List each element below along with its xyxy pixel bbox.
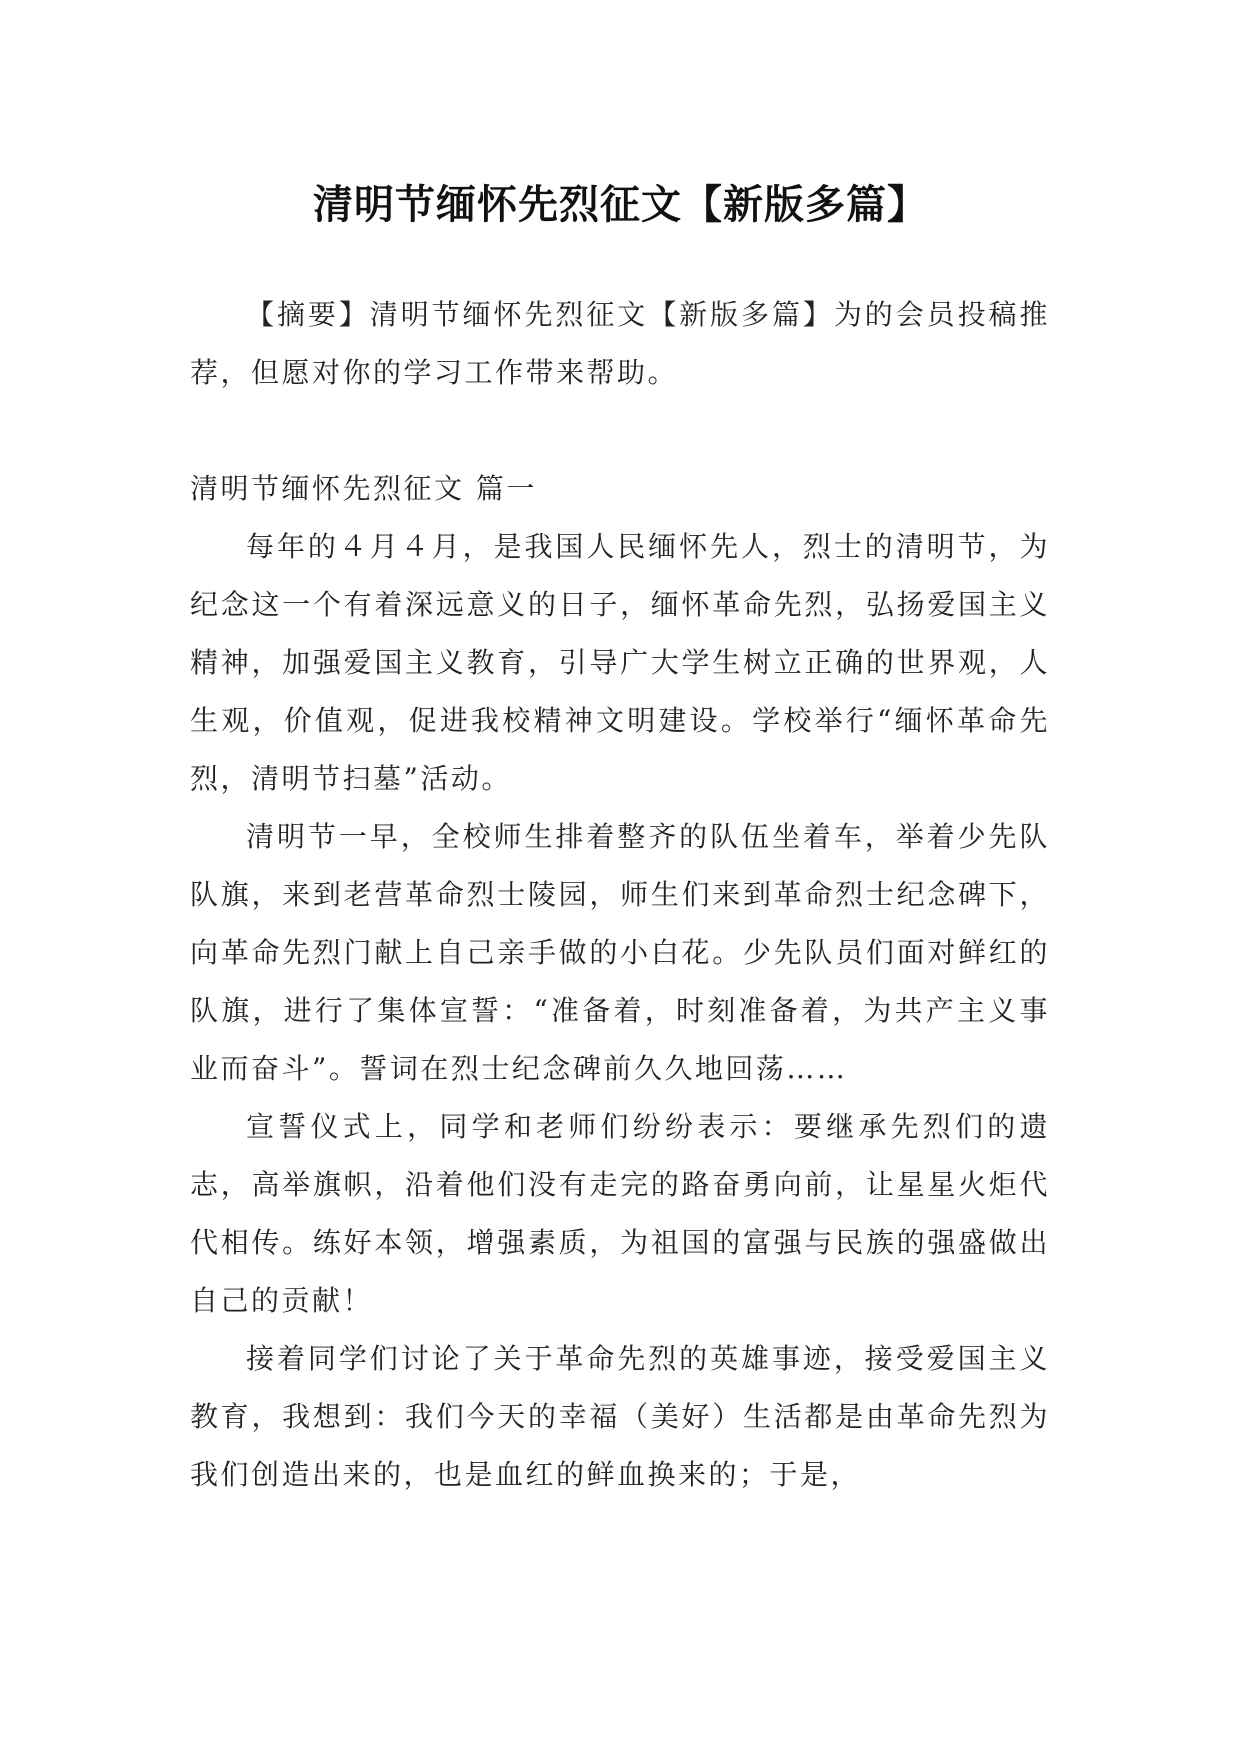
section-heading: 清明节缅怀先烈征文 篇一 xyxy=(190,472,537,505)
body-paragraph: 宣誓仪式上，同学和老师们纷纷表示：要继承先烈们的遗志，高举旗帜，沿着他们没有走完的路奋勇向前，让星星火炬代代相传。练好本领，增强素质，为祖国的富强与民族的强盛做出自己的贡献！ xyxy=(190,1110,1050,1317)
abstract-paragraph: 【摘要】清明节缅怀先烈征文【新版多篇】为的会员投稿推荐，但愿对你的学习工作带来帮助。 xyxy=(190,298,1050,389)
article-body xyxy=(190,518,1050,1504)
section-heading-block xyxy=(190,460,1050,518)
body-paragraph: 接着同学们讨论了关于革命先烈的英雄事迹，接受爱国主义教育，我想到：我们今天的幸福（美好）生活都是由革命先烈为我们创造出来的，也是血红的鲜血换来的；于是， xyxy=(190,1342,1050,1491)
abstract-block xyxy=(190,286,1050,402)
document-title: 清明节缅怀先烈征文【新版多篇】 xyxy=(313,181,928,228)
body-paragraph: 每年的４月４月，是我国人民缅怀先人，烈士的清明节，为纪念这一个有着深远意义的日子，缅怀革命先烈，弘扬爱国主义精神，加强爱国主义教育，引导广大学生树立正确的世界观，人生观，价值观，促进我校精神文明建设。学校举行“缅怀革命先烈，清明节扫墓”活动。 xyxy=(190,530,1050,795)
body-paragraph: 清明节一早，全校师生排着整齐的队伍坐着车，举着少先队队旗，来到老营革命烈士陵园，师生们来到革命烈士纪念碑下，向革命先烈门献上自己亲手做的小白花。少先队员们面对鲜红的队旗，进行了集体宣誓：“准备着，时刻准备着，为共产主义事业而奋斗”。誓词在烈士纪念碑前久久地回荡…… xyxy=(190,820,1050,1085)
